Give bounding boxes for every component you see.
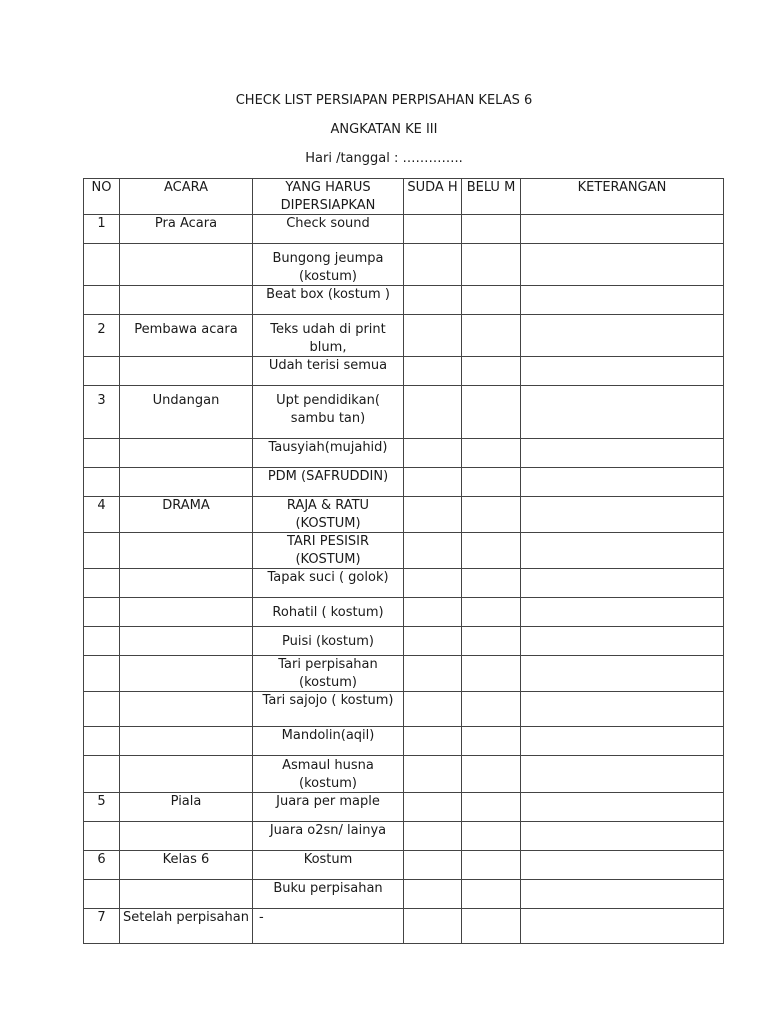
cell-sudah[interactable] (404, 909, 462, 944)
cell-keterangan[interactable] (521, 386, 724, 439)
cell-item: Tapak suci ( golok) (253, 569, 404, 598)
cell-keterangan[interactable] (521, 727, 724, 756)
cell-no (84, 756, 120, 793)
table-row (84, 286, 724, 315)
cell-keterangan[interactable] (521, 357, 724, 386)
cell-no: 7 (84, 909, 120, 944)
cell-sudah[interactable] (404, 357, 462, 386)
cell-acara (120, 598, 253, 627)
cell-sudah[interactable] (404, 468, 462, 497)
cell-belum[interactable] (462, 909, 521, 944)
table-row (84, 569, 724, 598)
cell-keterangan[interactable] (521, 497, 724, 533)
cell-item: Teks udah di print blum, (253, 315, 404, 357)
table-row (84, 497, 724, 533)
cell-item: Bungong jeumpa (kostum) (253, 244, 404, 286)
table-row (84, 627, 724, 656)
cell-keterangan[interactable] (521, 315, 724, 357)
cell-sudah[interactable] (404, 386, 462, 439)
cell-no (84, 822, 120, 851)
cell-belum[interactable] (462, 793, 521, 822)
cell-item: PDM (SAFRUDDIN) (253, 468, 404, 497)
table-row (84, 533, 724, 569)
header-sudah: SUDA H (404, 179, 462, 215)
cell-no (84, 727, 120, 756)
cell-sudah[interactable] (404, 727, 462, 756)
table-row (84, 756, 724, 793)
table-row (84, 727, 724, 756)
cell-belum[interactable] (462, 386, 521, 439)
cell-belum[interactable] (462, 357, 521, 386)
cell-no: 4 (84, 497, 120, 533)
cell-acara: Pembawa acara (120, 315, 253, 357)
cell-sudah[interactable] (404, 656, 462, 692)
cell-no (84, 656, 120, 692)
cell-belum[interactable] (462, 315, 521, 357)
cell-sudah[interactable] (404, 569, 462, 598)
table-row (84, 822, 724, 851)
cell-no (84, 598, 120, 627)
cell-item: Juara per maple (253, 793, 404, 822)
cell-acara: DRAMA (120, 497, 253, 533)
cell-sudah[interactable] (404, 880, 462, 909)
document-title: CHECK LIST PERSIAPAN PERPISAHAN KELAS 6 (235, 93, 533, 108)
cell-item: Tari sajojo ( kostum) (253, 692, 404, 727)
cell-sudah[interactable] (404, 497, 462, 533)
cell-acara: Setelah perpisahan (120, 909, 253, 944)
cell-item: Check sound (253, 215, 404, 244)
cell-item: Buku perpisahan (253, 880, 404, 909)
cell-belum[interactable] (462, 727, 521, 756)
table-row (84, 909, 724, 944)
cell-belum[interactable] (462, 286, 521, 315)
cell-belum[interactable] (462, 439, 521, 468)
header-acara: ACARA (120, 179, 253, 215)
cell-belum[interactable] (462, 756, 521, 793)
cell-acara (120, 244, 253, 286)
cell-sudah[interactable] (404, 244, 462, 286)
cell-sudah[interactable] (404, 822, 462, 851)
cell-acara (120, 880, 253, 909)
cell-acara (120, 533, 253, 569)
cell-keterangan[interactable] (521, 215, 724, 244)
table-row (84, 656, 724, 692)
cell-sudah[interactable] (404, 692, 462, 727)
cell-belum[interactable] (462, 598, 521, 627)
cell-sudah[interactable] (404, 533, 462, 569)
cell-acara (120, 627, 253, 656)
cell-no: 3 (84, 386, 120, 439)
cell-keterangan[interactable] (521, 598, 724, 627)
cell-item: Upt pendidikan( sambu tan) (253, 386, 404, 439)
cell-belum[interactable] (462, 244, 521, 286)
cell-acara (120, 822, 253, 851)
cell-no (84, 692, 120, 727)
cell-acara (120, 357, 253, 386)
table-row (84, 880, 724, 909)
cell-no (84, 468, 120, 497)
cell-item: Mandolin(aqil) (253, 727, 404, 756)
cell-acara: Piala (120, 793, 253, 822)
cell-item: RAJA & RATU (KOSTUM) (253, 497, 404, 533)
cell-acara (120, 692, 253, 727)
checklist-table (83, 178, 724, 944)
cell-sudah[interactable] (404, 286, 462, 315)
cell-keterangan[interactable] (521, 468, 724, 497)
cell-item: Rohatil ( kostum) (253, 598, 404, 627)
cell-acara (120, 439, 253, 468)
cell-item: Udah terisi semua (253, 357, 404, 386)
cell-no: 2 (84, 315, 120, 357)
cell-keterangan[interactable] (521, 439, 724, 468)
cell-sudah[interactable] (404, 439, 462, 468)
cell-item: Puisi (kostum) (253, 627, 404, 656)
cell-sudah[interactable] (404, 315, 462, 357)
table-header-row (84, 179, 724, 215)
cell-belum[interactable] (462, 569, 521, 598)
cell-belum[interactable] (462, 533, 521, 569)
cell-belum[interactable] (462, 468, 521, 497)
cell-keterangan[interactable] (521, 286, 724, 315)
table-row (84, 598, 724, 627)
cell-keterangan[interactable] (521, 656, 724, 692)
cell-no: 5 (84, 793, 120, 822)
table-row (84, 692, 724, 727)
cell-belum[interactable] (462, 497, 521, 533)
cell-no (84, 357, 120, 386)
cell-keterangan[interactable] (521, 627, 724, 656)
cell-item: - (253, 909, 404, 944)
cell-acara: Undangan (120, 386, 253, 439)
cell-keterangan[interactable] (521, 692, 724, 727)
cell-sudah[interactable] (404, 598, 462, 627)
cell-keterangan[interactable] (521, 244, 724, 286)
cell-sudah[interactable] (404, 756, 462, 793)
cell-acara (120, 569, 253, 598)
cell-acara (120, 656, 253, 692)
table-row (84, 439, 724, 468)
cell-belum[interactable] (462, 851, 521, 880)
header-yang-harus-dipersiapkan: YANG HARUS DIPERSIAPKAN (253, 179, 404, 215)
table-row (84, 793, 724, 822)
cell-sudah[interactable] (404, 851, 462, 880)
cell-no (84, 533, 120, 569)
cell-belum[interactable] (462, 656, 521, 692)
cell-item: Beat box (kostum ) (253, 286, 404, 315)
document-subtitle: ANGKATAN KE III (330, 122, 438, 137)
cell-belum[interactable] (462, 627, 521, 656)
table-row (84, 315, 724, 357)
cell-belum[interactable] (462, 880, 521, 909)
cell-no: 1 (84, 215, 120, 244)
cell-acara: Kelas 6 (120, 851, 253, 880)
cell-acara: Pra Acara (120, 215, 253, 244)
cell-belum[interactable] (462, 215, 521, 244)
cell-no (84, 439, 120, 468)
cell-no (84, 627, 120, 656)
cell-keterangan[interactable] (521, 533, 724, 569)
cell-item: TARI PESISIR (KOSTUM) (253, 533, 404, 569)
cell-acara (120, 727, 253, 756)
cell-item: Kostum (253, 851, 404, 880)
table-row (84, 215, 724, 244)
cell-sudah[interactable] (404, 627, 462, 656)
cell-keterangan[interactable] (521, 793, 724, 822)
cell-keterangan[interactable] (521, 851, 724, 880)
cell-keterangan[interactable] (521, 569, 724, 598)
table-row (84, 468, 724, 497)
cell-no (84, 569, 120, 598)
cell-no (84, 880, 120, 909)
cell-acara (120, 756, 253, 793)
table-row (84, 851, 724, 880)
cell-belum[interactable] (462, 692, 521, 727)
cell-keterangan[interactable] (521, 822, 724, 851)
cell-keterangan[interactable] (521, 909, 724, 944)
cell-no (84, 244, 120, 286)
cell-sudah[interactable] (404, 215, 462, 244)
cell-item: Juara o2sn/ lainya (253, 822, 404, 851)
cell-sudah[interactable] (404, 793, 462, 822)
cell-acara (120, 286, 253, 315)
table-row (84, 244, 724, 286)
cell-belum[interactable] (462, 822, 521, 851)
cell-item: Asmaul husna (kostum) (253, 756, 404, 793)
cell-no: 6 (84, 851, 120, 880)
cell-keterangan[interactable] (521, 756, 724, 793)
cell-acara (120, 468, 253, 497)
cell-keterangan[interactable] (521, 880, 724, 909)
header-keterangan: KETERANGAN (521, 179, 724, 215)
date-line: Hari /tanggal : ………….. (305, 151, 463, 166)
header-no: NO (84, 179, 120, 215)
header-belum: BELU M (462, 179, 521, 215)
cell-item: Tausyiah(mujahid) (253, 439, 404, 468)
cell-no (84, 286, 120, 315)
cell-item: Tari perpisahan (kostum) (253, 656, 404, 692)
table-row (84, 357, 724, 386)
table-row (84, 386, 724, 439)
